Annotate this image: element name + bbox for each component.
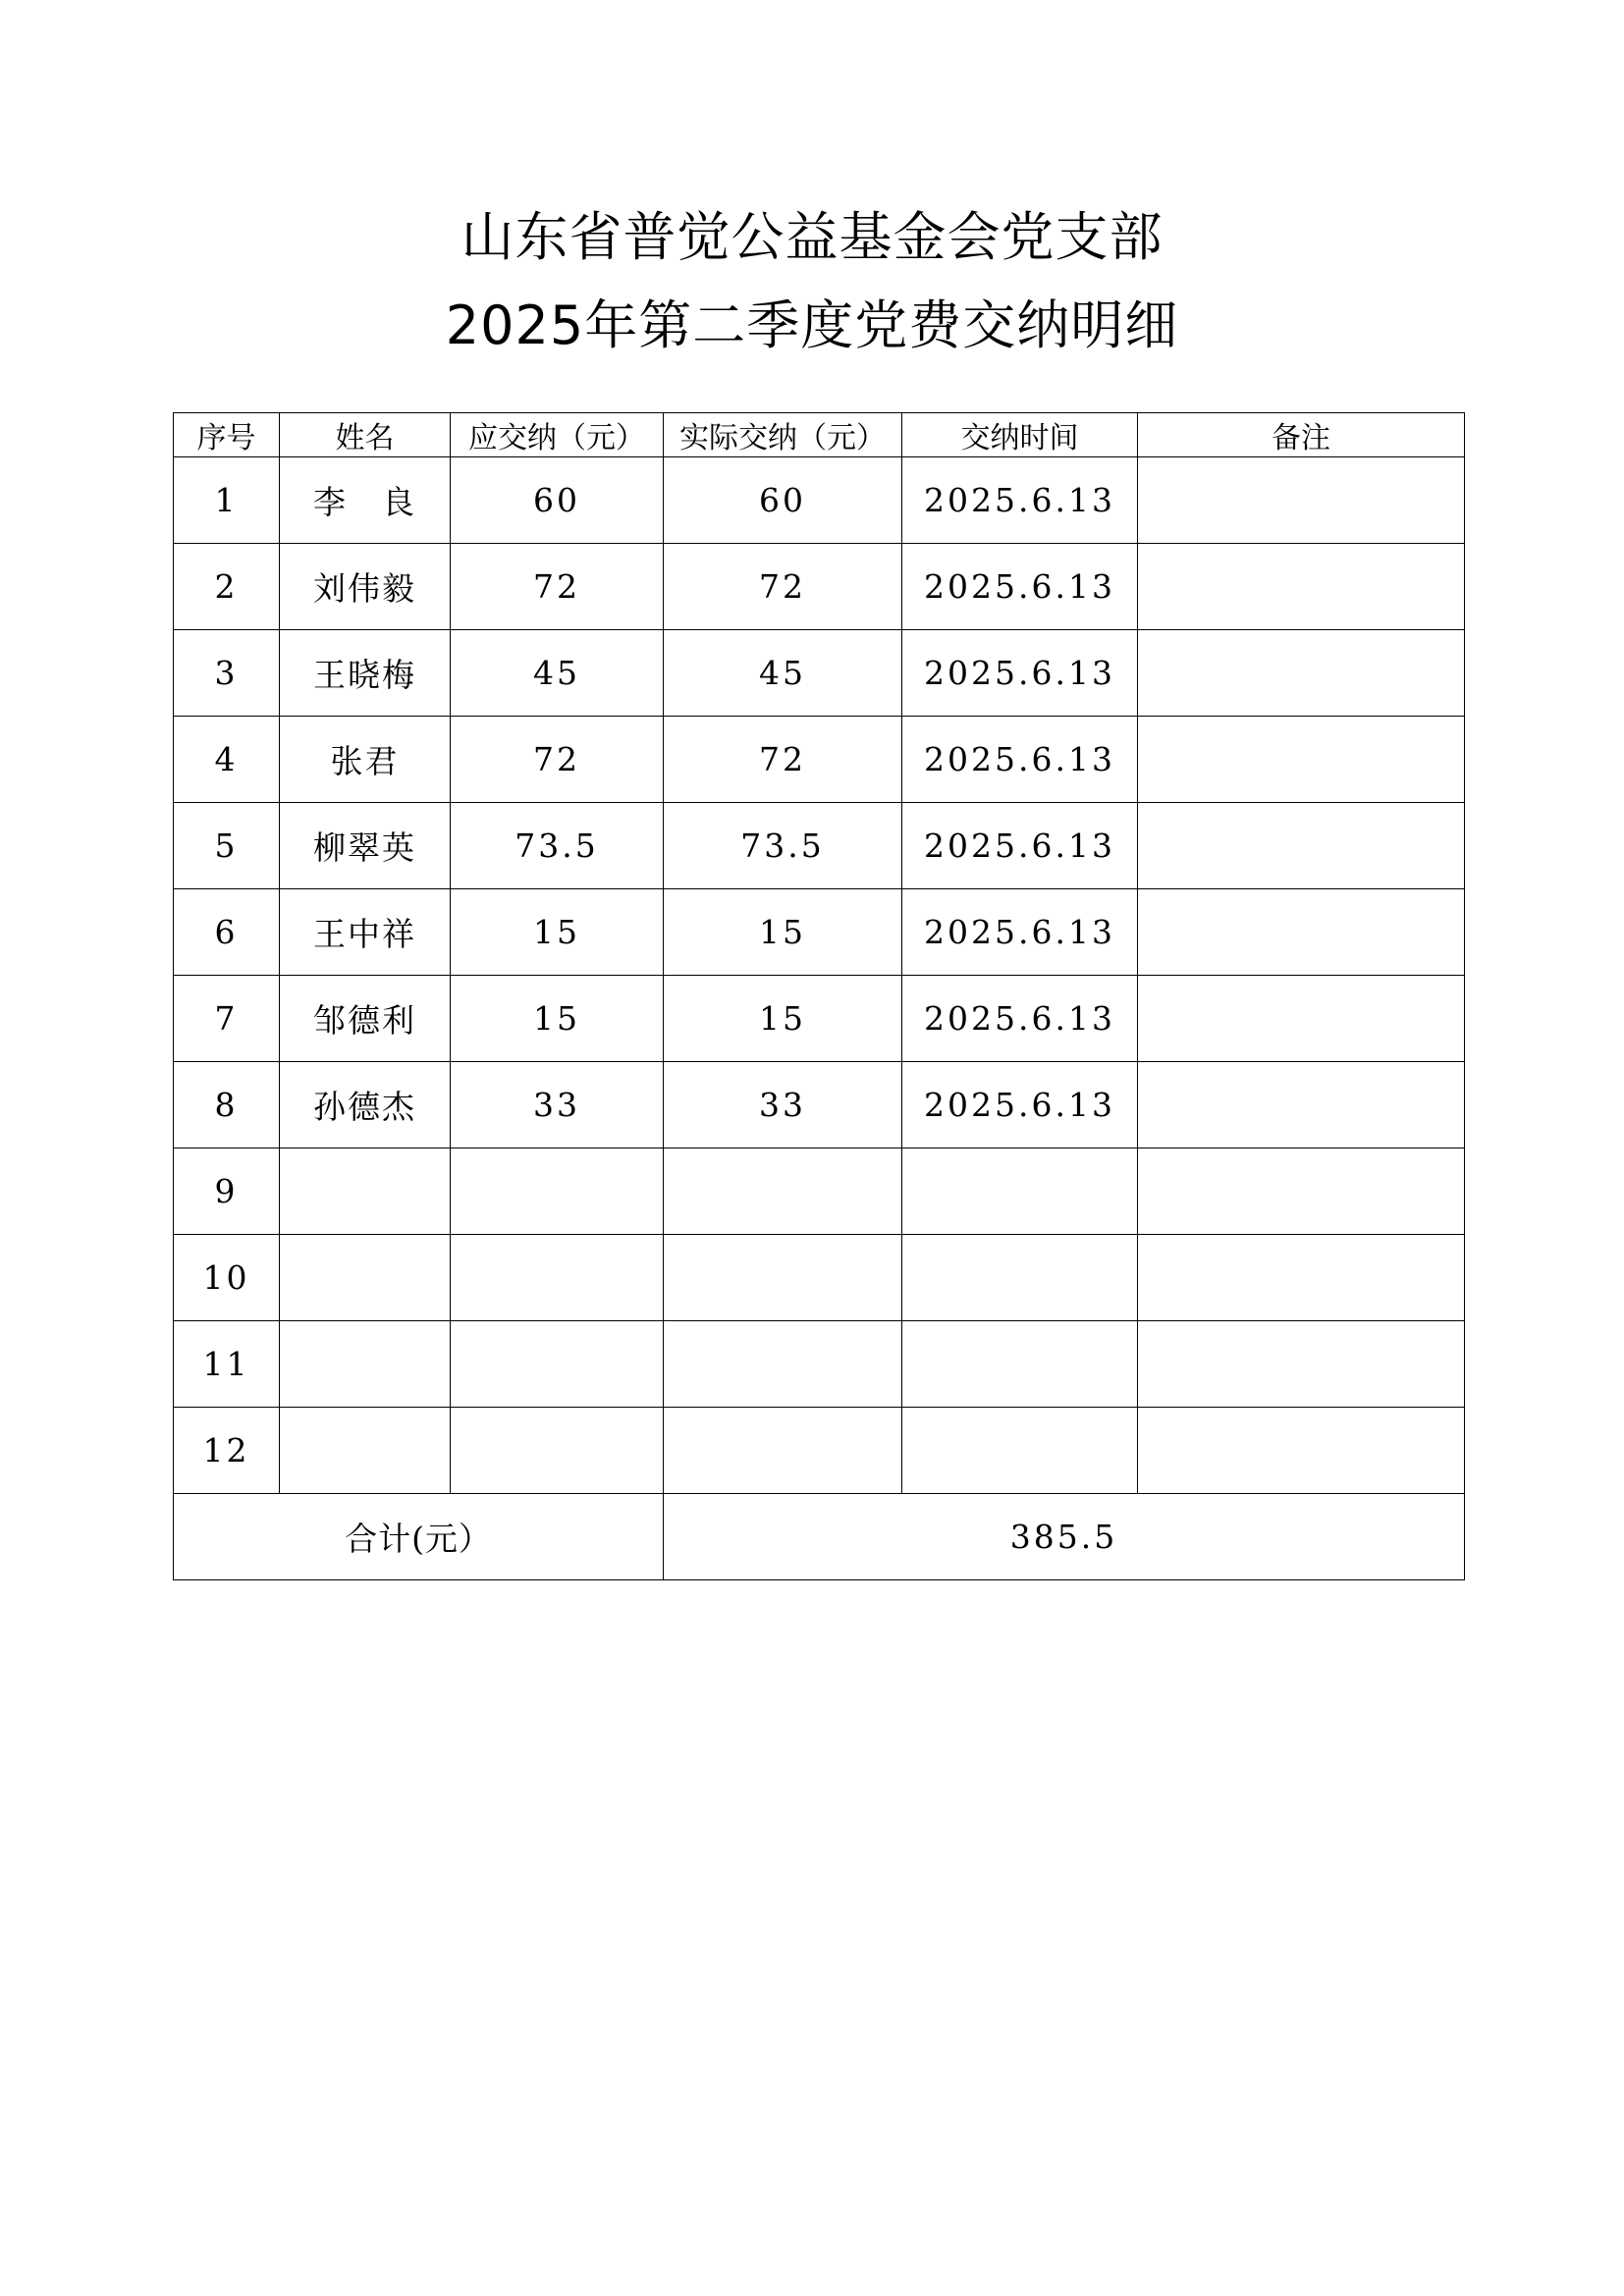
cell-remarks — [1138, 976, 1465, 1062]
cell-serial-number: 5 — [174, 803, 280, 889]
cell-serial-number: 1 — [174, 457, 280, 544]
cell-name: 刘伟毅 — [280, 544, 451, 630]
cell-amount-due: 45 — [451, 630, 664, 717]
cell-remarks — [1138, 889, 1465, 976]
cell-remarks — [1138, 803, 1465, 889]
cell-amount-paid: 15 — [664, 976, 902, 1062]
cell-amount-paid: 60 — [664, 457, 902, 544]
cell-name: 张君 — [280, 717, 451, 803]
total-label: 合计(元） — [174, 1494, 664, 1580]
table-row — [174, 1235, 1465, 1321]
cell-name: 李 良 — [280, 457, 451, 544]
header-serial-number: 序号 — [174, 413, 280, 457]
cell-serial-number: 11 — [174, 1321, 280, 1408]
cell-remarks — [1138, 544, 1465, 630]
table-row — [174, 457, 1465, 544]
cell-name — [280, 1408, 451, 1494]
header-amount-paid: 实际交纳（元） — [664, 413, 902, 457]
cell-remarks — [1138, 717, 1465, 803]
cell-name — [280, 1321, 451, 1408]
cell-amount-due: 33 — [451, 1062, 664, 1148]
cell-remarks — [1138, 1062, 1465, 1148]
cell-remarks — [1138, 630, 1465, 717]
cell-amount-due — [451, 1408, 664, 1494]
header-remarks: 备注 — [1138, 413, 1465, 457]
cell-serial-number: 2 — [174, 544, 280, 630]
table-row — [174, 717, 1465, 803]
cell-amount-paid: 45 — [664, 630, 902, 717]
cell-name: 孙德杰 — [280, 1062, 451, 1148]
cell-payment-date: 2025.6.13 — [902, 630, 1138, 717]
cell-amount-paid — [664, 1148, 902, 1235]
total-value: 385.5 — [664, 1494, 1465, 1580]
cell-amount-due — [451, 1321, 664, 1408]
cell-amount-paid: 33 — [664, 1062, 902, 1148]
table-row — [174, 630, 1465, 717]
cell-payment-date — [902, 1321, 1138, 1408]
cell-amount-paid — [664, 1235, 902, 1321]
total-row — [174, 1494, 1465, 1580]
cell-amount-due: 72 — [451, 717, 664, 803]
cell-amount-paid — [664, 1321, 902, 1408]
cell-serial-number: 8 — [174, 1062, 280, 1148]
cell-payment-date — [902, 1408, 1138, 1494]
cell-payment-date — [902, 1148, 1138, 1235]
cell-remarks — [1138, 1235, 1465, 1321]
cell-remarks — [1138, 1148, 1465, 1235]
cell-payment-date: 2025.6.13 — [902, 457, 1138, 544]
table-row — [174, 1321, 1465, 1408]
cell-serial-number: 10 — [174, 1235, 280, 1321]
cell-amount-paid — [664, 1408, 902, 1494]
cell-remarks — [1138, 1408, 1465, 1494]
cell-serial-number: 3 — [174, 630, 280, 717]
cell-amount-due — [451, 1235, 664, 1321]
cell-payment-date: 2025.6.13 — [902, 889, 1138, 976]
cell-remarks — [1138, 1321, 1465, 1408]
cell-name: 王晓梅 — [280, 630, 451, 717]
cell-name — [280, 1235, 451, 1321]
cell-amount-due: 15 — [451, 976, 664, 1062]
cell-amount-paid: 72 — [664, 544, 902, 630]
cell-amount-due: 73.5 — [451, 803, 664, 889]
cell-amount-due — [451, 1148, 664, 1235]
cell-amount-paid: 73.5 — [664, 803, 902, 889]
cell-name — [280, 1148, 451, 1235]
table-row — [174, 889, 1465, 976]
cell-amount-due: 15 — [451, 889, 664, 976]
cell-name: 邹德利 — [280, 976, 451, 1062]
cell-payment-date: 2025.6.13 — [902, 717, 1138, 803]
cell-serial-number: 4 — [174, 717, 280, 803]
cell-amount-due: 72 — [451, 544, 664, 630]
cell-serial-number: 7 — [174, 976, 280, 1062]
document-subtitle: 2025年第二季度党费交纳明细 — [445, 294, 1179, 356]
cell-payment-date: 2025.6.13 — [902, 803, 1138, 889]
table-row — [174, 1148, 1465, 1235]
table-row — [174, 803, 1465, 889]
table-row — [174, 976, 1465, 1062]
header-name: 姓名 — [280, 413, 451, 457]
cell-serial-number: 12 — [174, 1408, 280, 1494]
cell-payment-date: 2025.6.13 — [902, 544, 1138, 630]
cell-amount-due: 60 — [451, 457, 664, 544]
document-title: 山东省普觉公益基金会党支部 — [460, 206, 1164, 268]
cell-payment-date — [902, 1235, 1138, 1321]
cell-name: 王中祥 — [280, 889, 451, 976]
cell-payment-date: 2025.6.13 — [902, 976, 1138, 1062]
table-row — [174, 544, 1465, 630]
header-payment-date: 交纳时间 — [902, 413, 1138, 457]
table-header-row — [174, 413, 1465, 457]
cell-remarks — [1138, 457, 1465, 544]
cell-serial-number: 9 — [174, 1148, 280, 1235]
table-row — [174, 1062, 1465, 1148]
cell-amount-paid: 72 — [664, 717, 902, 803]
cell-name: 柳翠英 — [280, 803, 451, 889]
party-fee-table — [173, 412, 1465, 1580]
cell-serial-number: 6 — [174, 889, 280, 976]
cell-amount-paid: 15 — [664, 889, 902, 976]
cell-payment-date: 2025.6.13 — [902, 1062, 1138, 1148]
header-amount-due: 应交纳（元） — [451, 413, 664, 457]
table-row — [174, 1408, 1465, 1494]
